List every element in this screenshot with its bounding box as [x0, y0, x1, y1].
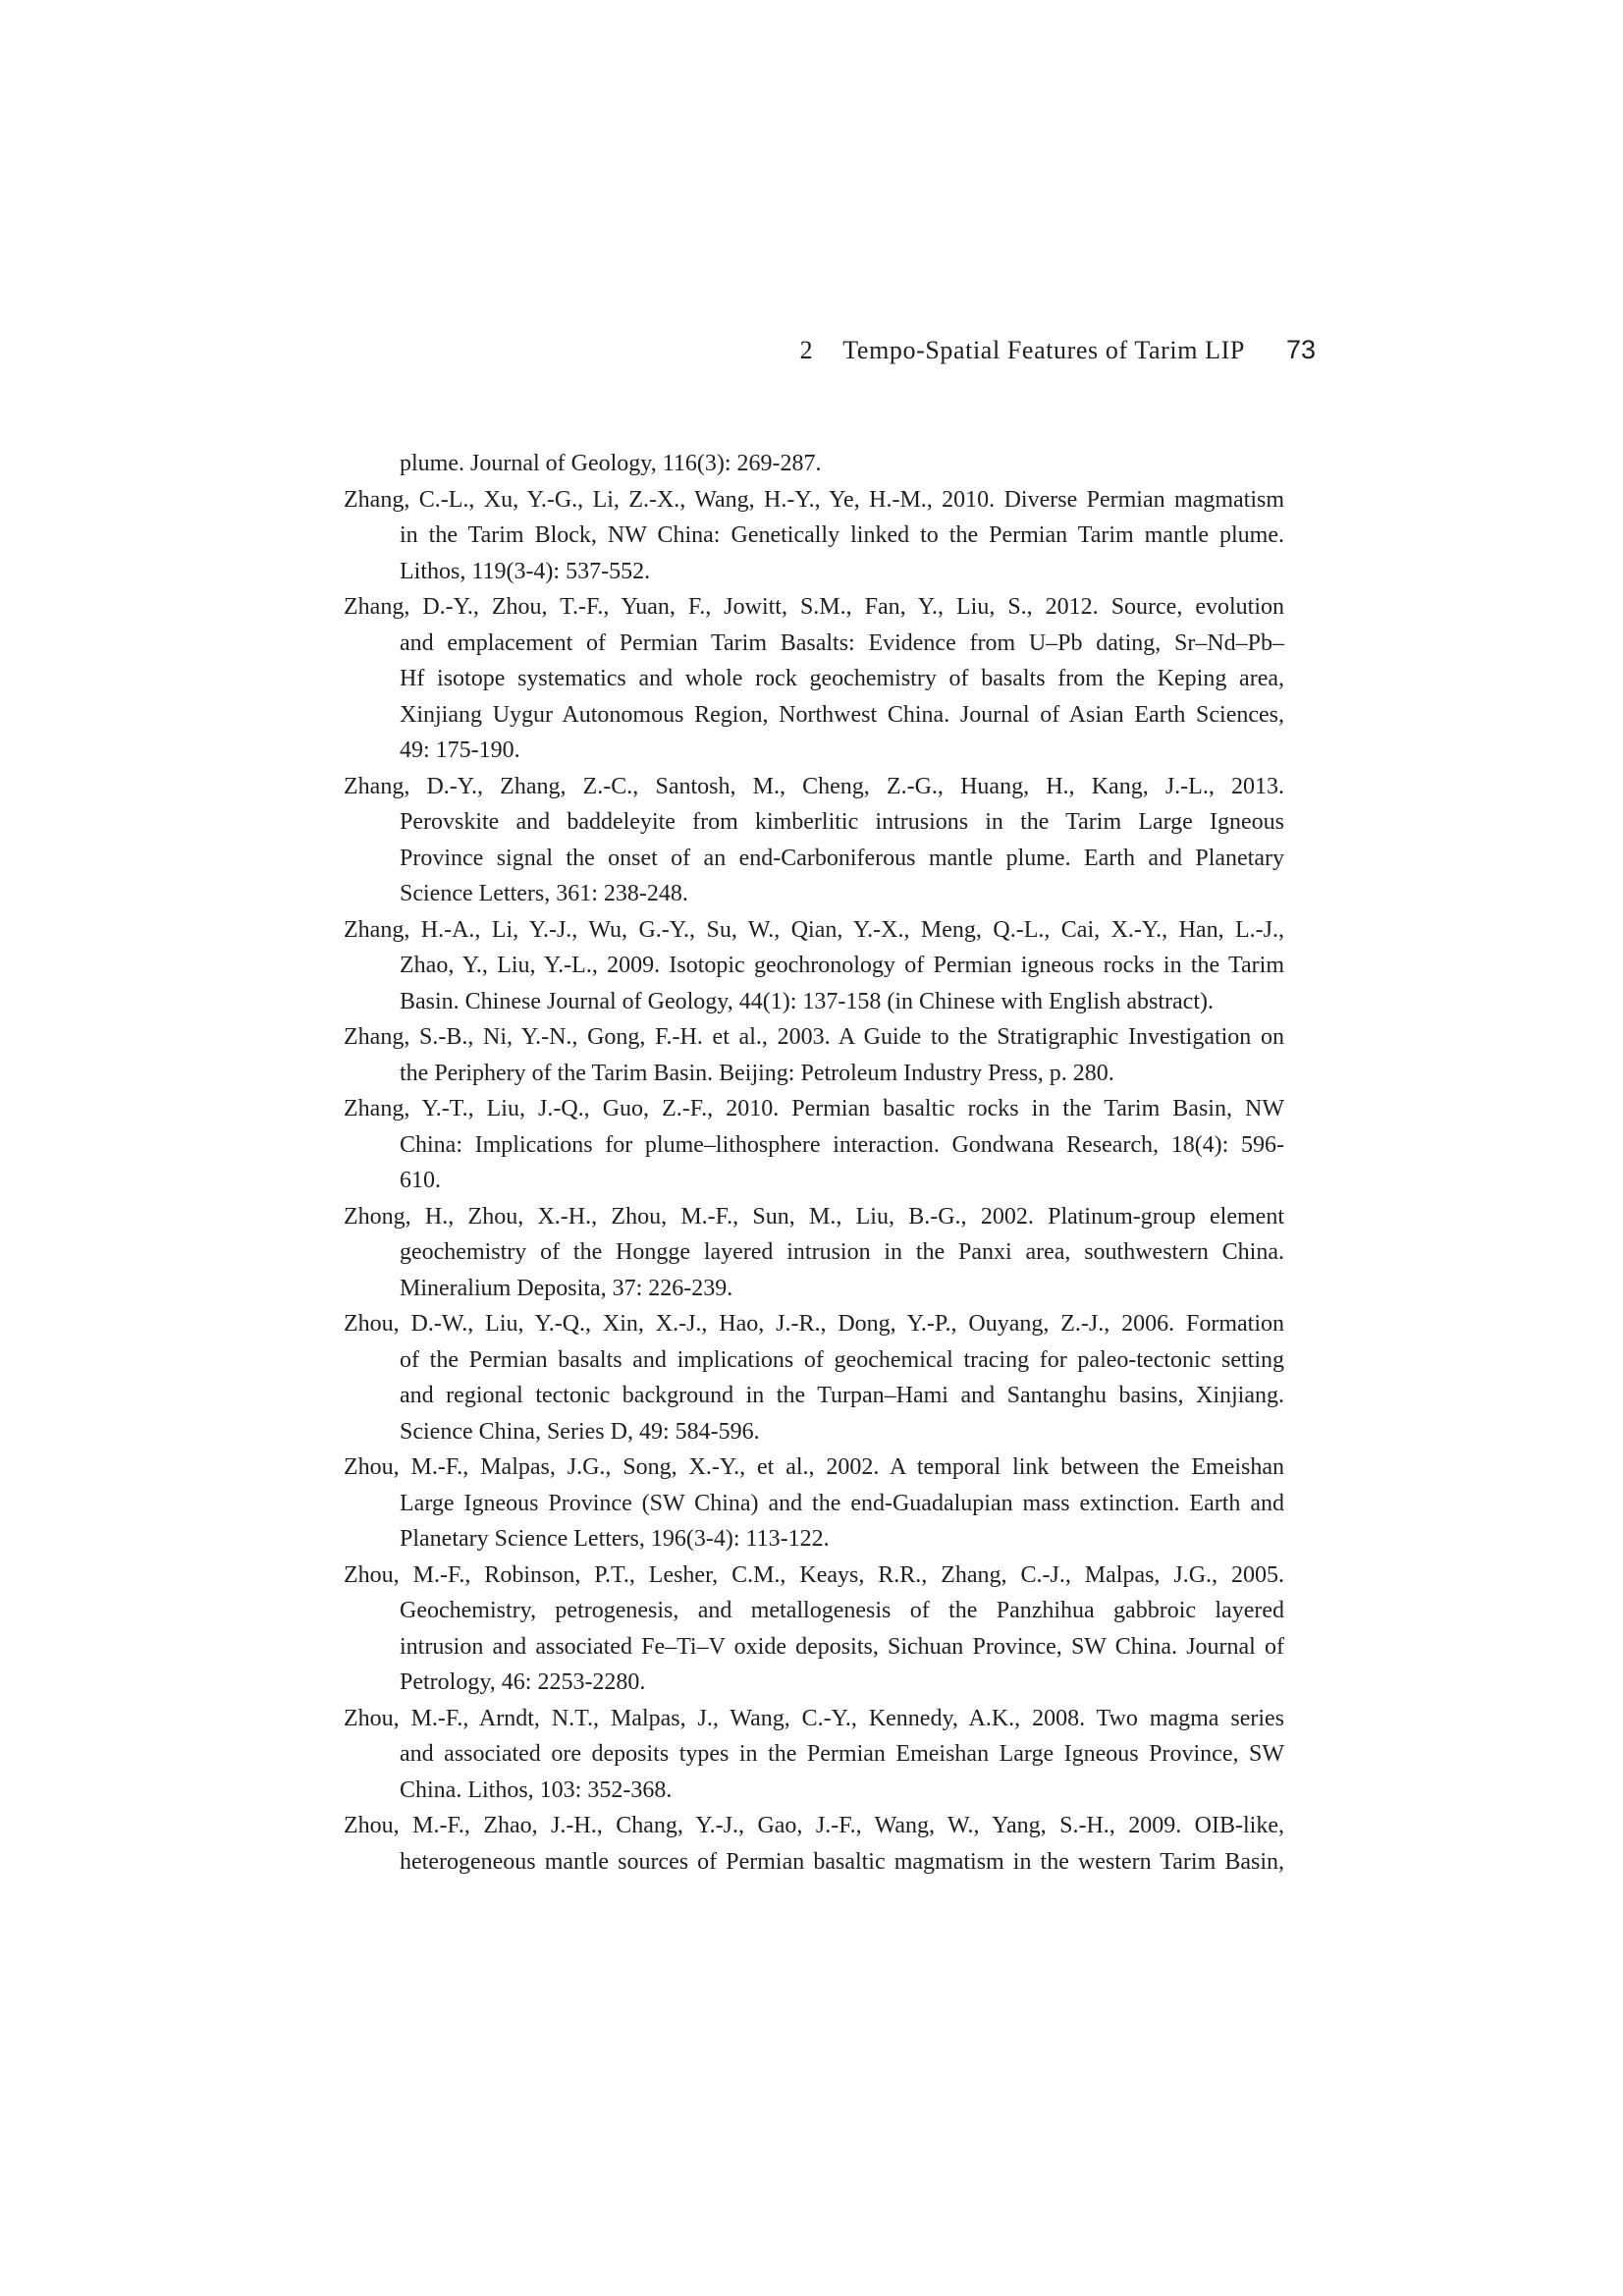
reference-entry: [344, 1306, 1284, 1449]
reference-line: Large Igneous Province (SW China) and the end-Guadalupian mass extinction. Earth and: [400, 1490, 1284, 1516]
reference-line: Zhao, Y., Liu, Y.-L., 2009. Isotopic geochronology of Permian igneous rocks in the Tarim: [400, 953, 1284, 978]
reference-line: Perovskite and baddeleyite from kimberlitic intrusions in the Tarim Large Igneous: [400, 809, 1284, 835]
reference-line: and regional tectonic background in the Turpan–Hami and Santanghu basins, Xinjiang.: [400, 1383, 1284, 1408]
reference-line: and emplacement of Permian Tarim Basalts: Evidence from U–Pb dating, Sr–Nd–Pb–: [400, 629, 1284, 656]
reference-line: Science Letters, 361: 238-248.: [400, 881, 688, 906]
reference-line: Zhang, Y.-T., Liu, J.-Q., Guo, Z.-F., 2010. Permian basaltic rocks in the Tarim Basin, NW: [344, 1096, 1284, 1121]
reference-line: Basin. Chinese Journal of Geology, 44(1): 137-158 (in Chinese with English abstract).: [400, 988, 1214, 1014]
reference-line: Zhang, H.-A., Li, Y.-J., Wu, G.-Y., Su, W., Qian, Y.-X., Meng, Q.-L., Cai, X.-Y., Han, L.-J.,: [344, 916, 1284, 943]
reference-line: geochemistry of the Hongge layered intrusion in the Panxi area, southwestern China.: [400, 1239, 1284, 1265]
running-head-title: Tempo-Spatial Features of Tarim LIP: [842, 336, 1245, 364]
reference-line: 610.: [400, 1168, 441, 1193]
reference-entry: [344, 1019, 1284, 1091]
reference-entry: [344, 482, 1284, 590]
reference-line: China. Lithos, 103: 352-368.: [400, 1777, 673, 1803]
page-header: [344, 332, 1316, 368]
reference-line: intrusion and associated Fe–Ti–V oxide deposits, Sichuan Province, SW China. Journal of: [400, 1633, 1284, 1660]
reference-line: Zhou, M.-F., Arndt, N.T., Malpas, J., Wang, C.-Y., Kennedy, A.K., 2008. Two magma series: [344, 1705, 1284, 1731]
reference-entry: [344, 1449, 1284, 1558]
reference-line: Province signal the onset of an end-Carboniferous mantle plume. Earth and Planetary: [400, 845, 1284, 871]
reference-line: heterogeneous mantle sources of Permian basaltic magmatism in the western Tarim Basin,: [400, 1848, 1284, 1875]
reference-line: Zhou, M.-F., Malpas, J.G., Song, X.-Y., et al., 2002. A temporal link between the Emeishan: [344, 1454, 1284, 1480]
reference-line: Petrology, 46: 2253-2280.: [400, 1669, 646, 1695]
references-list: [344, 446, 1284, 1880]
reference-line: the Periphery of the Tarim Basin. Beijing: Petroleum Industry Press, p. 280.: [400, 1060, 1114, 1086]
reference-line: Zhou, M.-F., Zhao, J.-H., Chang, Y.-J., Gao, J.-F., Wang, W., Yang, S.-H., 2009. OIB-like,: [344, 1813, 1284, 1838]
reference-line: Xinjiang Uygur Autonomous Region, Northwest China. Journal of Asian Earth Sciences,: [400, 701, 1284, 728]
reference-line: Zhang, C.-L., Xu, Y.-G., Li, Z.-X., Wang, H.-Y., Ye, H.-M., 2010. Diverse Permian magmatism: [344, 486, 1284, 513]
reference-entry: [344, 1701, 1284, 1809]
reference-line: Science China, Series D, 49: 584-596.: [400, 1418, 760, 1445]
reference-line: Planetary Science Letters, 196(3-4): 113-122.: [400, 1526, 830, 1552]
reference-line: Zhang, D.-Y., Zhang, Z.-C., Santosh, M., Cheng, Z.-G., Huang, H., Kang, J.-L., 2013.: [344, 773, 1284, 799]
reference-line: plume. Journal of Geology, 116(3): 269-287.: [400, 451, 822, 476]
reference-entry: [344, 769, 1284, 912]
reference-entry: [344, 1558, 1284, 1701]
reference-line: Zhou, D.-W., Liu, Y.-Q., Xin, X.-J., Hao, J.-R., Dong, Y.-P., Ouyang, Z.-J., 2006. Formation: [344, 1311, 1284, 1337]
reference-line: Hf isotope systematics and whole rock geochemistry of basalts from the Keping area,: [400, 666, 1284, 691]
reference-line: Zhang, D.-Y., Zhou, T.-F., Yuan, F., Jowitt, S.M., Fan, Y., Liu, S., 2012. Source, evolution: [344, 594, 1284, 620]
reference-entry: [344, 1091, 1284, 1199]
chapter-number: 2: [799, 336, 814, 364]
reference-line: 49: 175-190.: [400, 738, 520, 763]
reference-line: of the Permian basalts and implications of geochemical tracing for paleo-tectonic setting: [400, 1346, 1284, 1373]
reference-line: Zhou, M.-F., Robinson, P.T., Lesher, C.M., Keays, R.R., Zhang, C.-J., Malpas, J.G., 2005.: [344, 1561, 1284, 1588]
reference-line: Mineralium Deposita, 37: 226-239.: [400, 1275, 733, 1301]
reference-entry: [344, 1808, 1284, 1880]
reference-line: and associated ore deposits types in the Permian Emeishan Large Igneous Province, SW: [400, 1741, 1284, 1767]
page-number: 73: [1285, 335, 1316, 364]
reference-line: Geochemistry, petrogenesis, and metallogenesis of the Panzhihua gabbroic layered: [400, 1598, 1284, 1623]
reference-line: Zhang, S.-B., Ni, Y.-N., Gong, F.-H. et al., 2003. A Guide to the Stratigraphic Investigation on: [344, 1024, 1284, 1050]
reference-line: Zhong, H., Zhou, X.-H., Zhou, M.-F., Sun, M., Liu, B.-G., 2002. Platinum-group element: [344, 1203, 1284, 1230]
reference-line: China: Implications for plume–lithosphere interaction. Gondwana Research, 18(4): 596-: [400, 1131, 1284, 1158]
reference-line: Lithos, 119(3-4): 537-552.: [400, 558, 651, 584]
reference-entry: [344, 446, 1284, 482]
reference-entry: [344, 1199, 1284, 1307]
reference-entry: [344, 912, 1284, 1020]
reference-entry: [344, 589, 1284, 769]
reference-line: in the Tarim Block, NW China: Genetically linked to the Permian Tarim mantle plume.: [400, 522, 1284, 548]
